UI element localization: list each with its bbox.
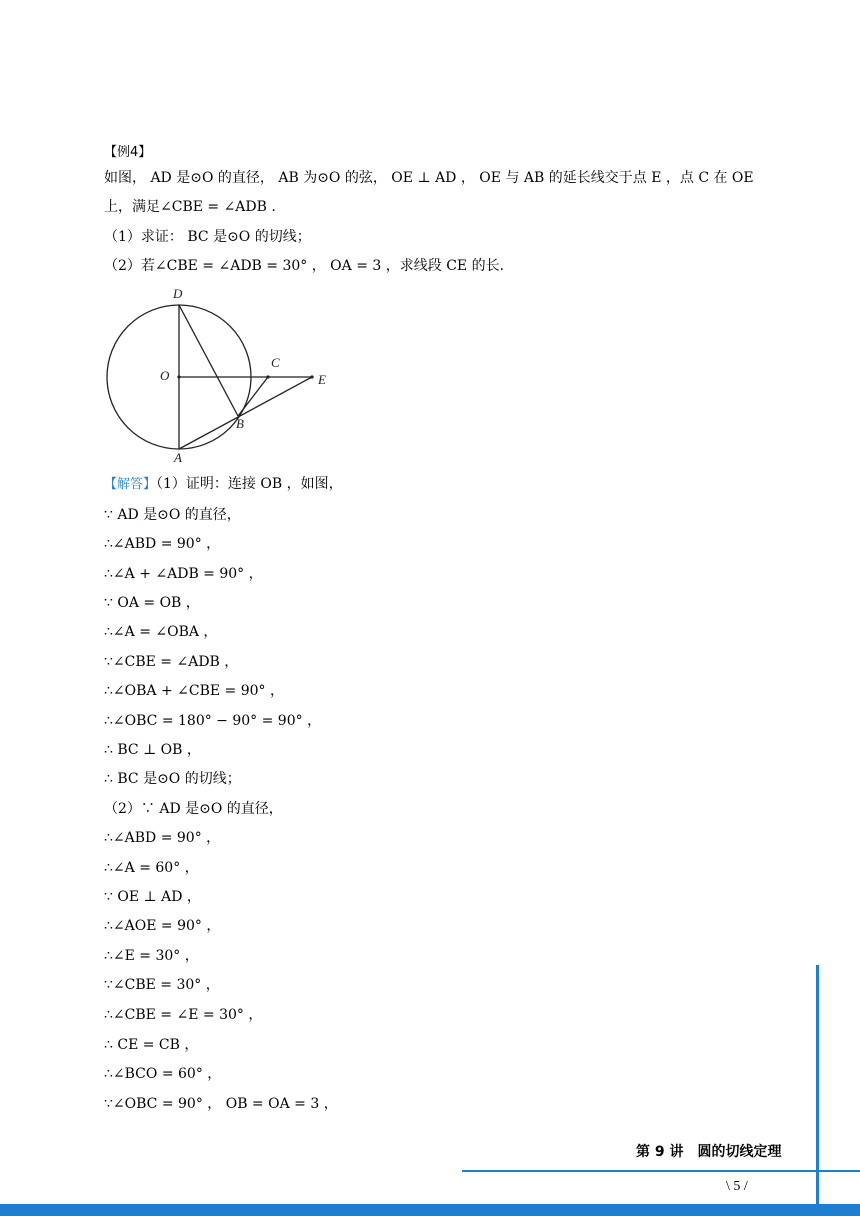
solution-step: ∴∠A + ∠ADB = 90° ， (104, 566, 263, 582)
point-e (310, 375, 313, 378)
label-c: C (271, 355, 280, 370)
solution-step: ∴∠OBA + ∠CBE = 90° ， (104, 683, 284, 699)
chapter-title: 第 9 讲 圆的切线定理 (636, 1144, 782, 1160)
problem-line-2: 上，满足∠CBE = ∠ADB . (104, 199, 276, 215)
label-d: D (173, 286, 183, 301)
solution-step: ∴∠OBC = 180° − 90° = 90° ， (104, 713, 322, 729)
solution-step: ∵∠CBE = ∠ADB ， (104, 654, 239, 670)
segment-db (179, 305, 238, 416)
solution-step: ∴∠A = ∠OBA ， (104, 624, 218, 640)
problem-part-2: （2）若∠CBE = ∠ADB = 30° ， OA = 3 ，求线段 CE 的长. (104, 258, 505, 274)
solution-heading (104, 474, 343, 495)
segment-bc (238, 377, 268, 416)
label-o: O (160, 368, 170, 383)
solution-step: ∵ OE ⊥ AD ， (104, 889, 201, 905)
solution-step: ∵∠OBC = 90° ， OB = OA = 3 ， (104, 1096, 338, 1112)
solution-step: ∴∠BCO = 60° ， (104, 1066, 222, 1082)
solution-step: ∵ AD 是⊙O 的直径， (104, 507, 241, 523)
solution-intro: （1）证明：连接 OB ，如图， (156, 476, 343, 492)
solution-step: ∴∠E = 30° ， (104, 948, 199, 964)
point-c (266, 375, 269, 378)
solution-step: ∵ OA = OB ， (104, 595, 200, 611)
solution-step: ∴ CE = CB ， (104, 1037, 199, 1053)
segment-ae (179, 377, 312, 449)
solution-step: ∴ BC 是⊙O 的切线； (104, 771, 241, 787)
label-b: B (236, 416, 244, 431)
vertical-divider (816, 965, 819, 1205)
solution-step: ∵∠CBE = 30° ， (104, 977, 220, 993)
solution-step: ∴∠ABD = 90° ， (104, 830, 221, 846)
page-number: \ 5 / (726, 1179, 748, 1194)
solution-step: ∴∠ABD = 90° ， (104, 536, 221, 552)
solution-step: （2）∵ AD 是⊙O 的直径， (104, 801, 283, 817)
label-e: E (318, 372, 326, 387)
solution-step: ∴ BC ⊥ OB ， (104, 742, 201, 758)
point-o (177, 375, 180, 378)
solution-label: 【解答】 (104, 477, 157, 492)
geometry-figure (100, 283, 340, 465)
solution-step: ∴∠AOE = 90° ， (104, 918, 221, 934)
solution-step: ∴∠A = 60° ， (104, 860, 199, 876)
solution-step: ∴∠CBE = ∠E = 30° ， (104, 1007, 263, 1023)
problem-part-1: （1）求证： BC 是⊙O 的切线； (104, 229, 311, 245)
bottom-bar (0, 1204, 860, 1216)
footer-divider (462, 1170, 860, 1172)
label-a: A (174, 450, 182, 465)
example-label: 【例4】 (104, 145, 152, 160)
problem-line-1: 如图， AD 是⊙O 的直径， AB 为⊙O 的弦， OE ⊥ AD ， OE 与 AB 的延长线交于点 E ，点 C 在 OE (104, 170, 754, 186)
